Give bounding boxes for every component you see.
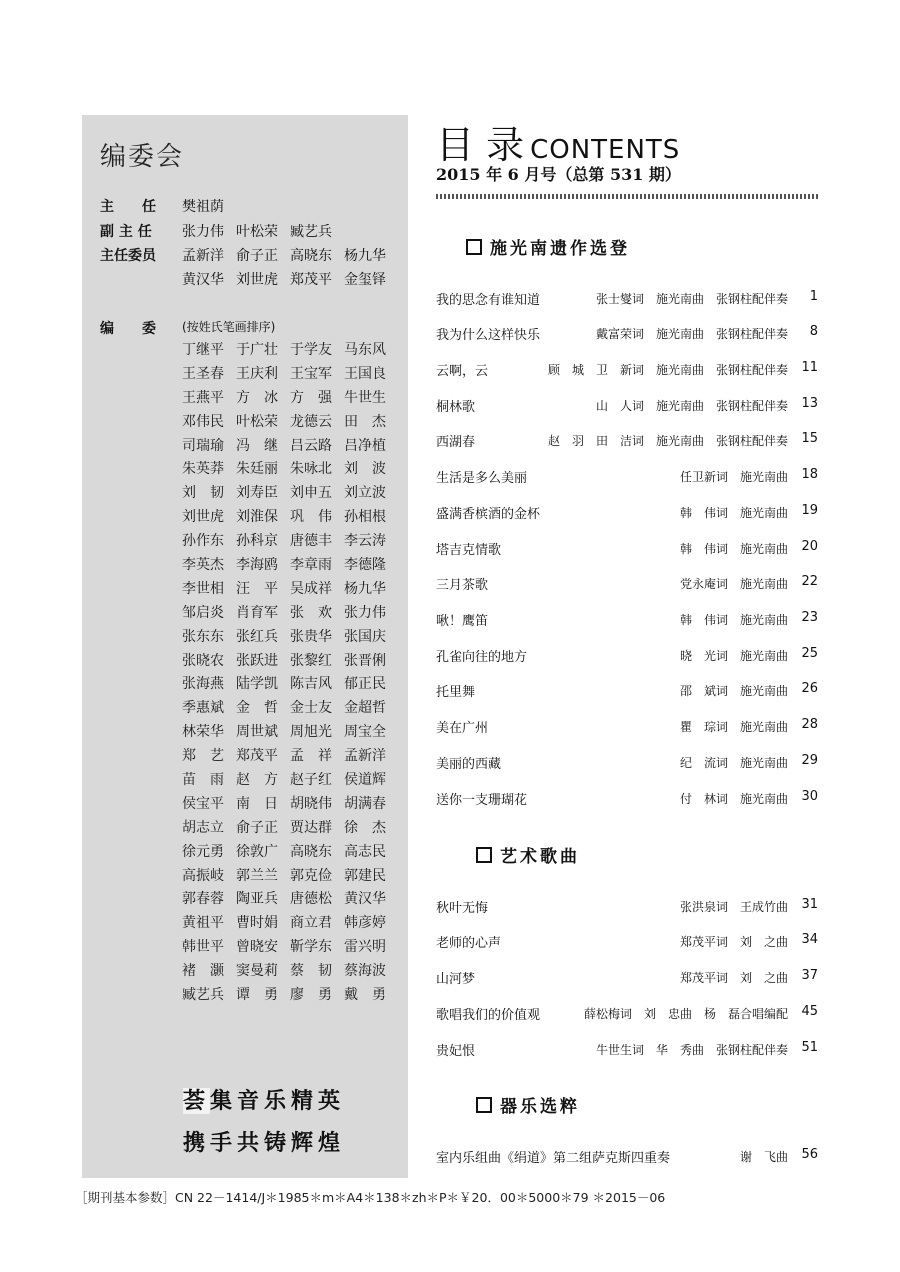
member-name: 张晓农 [182, 652, 224, 669]
member-name: 郑 艺 [182, 748, 224, 765]
entry-page: 51 [801, 1040, 818, 1055]
member-name: 张国庆 [344, 628, 386, 645]
entry-credits: 韩 伟词 施光南曲 [679, 542, 788, 556]
member-name: 刘 韧 [182, 485, 224, 502]
member-name: 张黎红 [290, 652, 332, 669]
member-name: 周宝全 [344, 724, 386, 741]
member-name: 陶亚兵 [236, 891, 278, 908]
members-label: 编 委 [100, 321, 156, 337]
member-name: 刘世虎 [182, 509, 224, 526]
square-bullet-icon [466, 239, 482, 255]
entry-page: 28 [801, 717, 818, 732]
entry-page: 45 [801, 1004, 818, 1019]
committee-name: 俞子正 [236, 248, 278, 264]
contents-title [436, 114, 680, 169]
member-name: 雷兴明 [344, 939, 386, 956]
member-row [182, 722, 406, 746]
entry-page: 8 [809, 324, 818, 339]
entry-page: 26 [801, 681, 818, 696]
chair-name: 樊祖荫 [182, 199, 224, 215]
member-name: 高晓东 [290, 843, 332, 860]
entry-credits: 瞿 琮词 施光南曲 [679, 720, 788, 734]
entry-page: 25 [801, 646, 818, 661]
member-name: 李云涛 [344, 533, 386, 550]
member-row [182, 627, 406, 651]
member-name: 方 强 [290, 389, 332, 406]
entry-title: 美丽的西藏 [436, 757, 502, 772]
member-name: 司瑞瑜 [182, 437, 224, 454]
toc-entry[interactable] [436, 1004, 820, 1026]
toc-entry[interactable] [436, 539, 820, 561]
committee-name: 高晓东 [290, 248, 332, 264]
member-name: 臧艺兵 [182, 987, 224, 1004]
member-name: 俞子正 [236, 819, 278, 836]
member-name: 郭兰兰 [236, 867, 278, 884]
vice-chair-name: 臧艺兵 [290, 224, 332, 240]
toc-entry[interactable] [436, 897, 820, 919]
entry-credits: 郑茂平词 刘 之曲 [679, 971, 788, 985]
member-name: 杨九华 [344, 580, 386, 597]
member-row [182, 436, 406, 460]
divider-rule [436, 194, 820, 199]
member-row [182, 698, 406, 722]
member-name: 褚 灏 [182, 963, 224, 980]
member-name: 胡晓伟 [290, 795, 332, 812]
member-name: 金士友 [290, 700, 332, 717]
entry-title: 山河梦 [436, 972, 476, 987]
member-row [182, 412, 406, 436]
entry-credits: 韩 伟词 施光南曲 [679, 613, 788, 627]
committee-label: 主任委员 [100, 248, 156, 264]
entry-title: 生活是多么美丽 [436, 471, 528, 486]
member-name: 孟 祥 [290, 748, 332, 765]
entry-title: 三月茶歌 [436, 578, 489, 593]
journal-parameters: ［期刊基本参数］CN 22－1414/J＊1985＊m＊A4＊138＊zh＊P＊￥20．00＊5000＊79 ＊2015－06 [75, 1190, 666, 1205]
toc-entry[interactable] [436, 396, 820, 418]
entry-page: 11 [801, 360, 818, 375]
entry-credits: 付 林词 施光南曲 [679, 792, 788, 806]
member-name: 王燕平 [182, 389, 224, 406]
toc-entry[interactable] [436, 324, 820, 346]
member-name: 张晋俐 [344, 652, 386, 669]
toc-entry[interactable] [436, 503, 820, 525]
member-name: 黄汉华 [344, 891, 386, 908]
member-name: 高志民 [344, 843, 386, 860]
member-name: 陆学凯 [236, 676, 278, 693]
entry-title: 盛满香槟酒的金杯 [436, 507, 541, 522]
contents-title-en: CONTENTS [530, 135, 681, 165]
member-name: 田 杰 [344, 413, 386, 430]
member-name: 韩世平 [182, 939, 224, 956]
member-row [182, 746, 406, 770]
member-name: 邓伟民 [182, 413, 224, 430]
member-row [182, 340, 406, 364]
committee-name: 郑茂平 [290, 272, 332, 288]
member-name: 郁正民 [344, 676, 386, 693]
member-name: 周世斌 [236, 724, 278, 741]
member-name: 金超哲 [344, 700, 386, 717]
member-name: 李海鸥 [236, 557, 278, 574]
slogan-line-1 [183, 1084, 345, 1115]
member-row [182, 507, 406, 531]
member-name: 唐德松 [290, 891, 332, 908]
member-name: 李英杰 [182, 557, 224, 574]
entry-credits: 党永庵词 施光南曲 [679, 577, 788, 591]
entry-title: 老师的心声 [436, 936, 502, 951]
member-name: 牛世生 [344, 389, 386, 406]
member-name: 曾晓安 [236, 939, 278, 956]
member-name: 刘 波 [344, 461, 386, 478]
member-row [182, 483, 406, 507]
entry-credits: 戴富荣词 施光南曲 张钢柱配伴奏 [595, 327, 788, 341]
committee-names-row1 [182, 245, 398, 265]
entry-credits: 任卫新词 施光南曲 [679, 470, 788, 484]
member-row [182, 889, 406, 913]
member-name: 徐元勇 [182, 843, 224, 860]
member-name: 曹时娟 [236, 915, 278, 932]
entry-credits: 郑茂平词 刘 之曲 [679, 935, 788, 949]
entry-title: 桐林歌 [436, 400, 476, 415]
section-title: 器乐选粹 [500, 1097, 580, 1117]
member-name: 张红兵 [236, 628, 278, 645]
entry-page: 19 [801, 503, 818, 518]
entry-credits: 韩 伟词 施光南曲 [679, 506, 788, 520]
entry-title: 送你一支珊瑚花 [436, 793, 528, 808]
entry-credits: 谢 飞曲 [739, 1150, 788, 1164]
member-name: 郭建民 [344, 867, 386, 884]
entry-title: 托里舞 [436, 685, 476, 700]
member-name: 黄祖平 [182, 915, 224, 932]
member-name: 徐敦广 [236, 843, 278, 860]
chair-names [182, 196, 236, 216]
member-name: 陈吉风 [290, 676, 332, 693]
vice-chair-label: 副 主 任 [100, 224, 152, 240]
member-row [182, 866, 406, 890]
entry-page: 23 [801, 610, 818, 625]
member-name: 窦曼莉 [236, 963, 278, 980]
entry-page: 30 [801, 789, 818, 804]
entry-title: 西湖春 [436, 435, 476, 450]
member-name: 冯 继 [236, 437, 278, 454]
member-name: 汪 平 [236, 580, 278, 597]
member-name: 孙科京 [236, 533, 278, 550]
member-name: 蔡 韧 [290, 963, 332, 980]
member-row [182, 985, 406, 1009]
member-name: 刘寿臣 [236, 485, 278, 502]
member-row [182, 555, 406, 579]
member-name: 靳学东 [290, 939, 332, 956]
contents-title-cn: 目 录 [436, 123, 525, 167]
member-name: 贾达群 [290, 819, 332, 836]
committee-name: 金玺铎 [344, 272, 386, 288]
section-title: 施光南遗作选登 [490, 239, 630, 259]
section-heading [466, 234, 630, 259]
member-name: 郭克俭 [290, 867, 332, 884]
member-name: 郑茂平 [236, 748, 278, 765]
member-name: 林荣华 [182, 724, 224, 741]
entry-page: 34 [801, 932, 818, 947]
member-name: 方 冰 [236, 389, 278, 406]
entry-credits: 山 人词 施光南曲 张钢柱配伴奏 [595, 399, 788, 413]
entry-title: 美在广州 [436, 721, 489, 736]
member-name: 王国良 [344, 365, 386, 382]
entry-credits: 邵 斌词 施光南曲 [679, 684, 788, 698]
member-name: 王庆利 [236, 365, 278, 382]
entry-page: 18 [801, 467, 818, 482]
member-row [182, 364, 406, 388]
issue-line: 2015 年 6 月号（总第 531 期） [436, 165, 681, 184]
member-name: 于学友 [290, 342, 332, 358]
member-name: 刘立波 [344, 485, 386, 502]
member-row [182, 842, 406, 866]
member-name: 吴成祥 [290, 580, 332, 597]
vice-chair-name: 叶松荣 [236, 224, 278, 240]
member-name: 于广壮 [236, 342, 278, 358]
entry-title: 室内乐组曲《绢道》第二组萨克斯四重奏 [436, 1151, 671, 1166]
entry-title: 云啊，云 [436, 364, 489, 379]
member-name: 张力伟 [344, 604, 386, 621]
member-name: 胡满春 [344, 795, 386, 812]
toc-entry[interactable] [436, 646, 820, 668]
member-name: 商立君 [290, 915, 332, 932]
member-name: 刘淮保 [236, 509, 278, 526]
member-name: 胡志立 [182, 819, 224, 836]
toc-entry[interactable] [436, 789, 820, 811]
member-name: 叶松荣 [236, 413, 278, 430]
member-name: 刘申五 [290, 485, 332, 502]
slogan-highlight: 荟 [183, 1088, 211, 1114]
member-name: 肖育军 [236, 604, 278, 621]
member-name: 吕净植 [344, 437, 386, 454]
entry-credits: 顾 城 卫 新词 施光南曲 张钢柱配伴奏 [547, 363, 788, 377]
square-bullet-icon [476, 1097, 492, 1113]
entry-credits: 纪 流词 施光南曲 [679, 756, 788, 770]
member-row [182, 603, 406, 627]
member-name: 苗 雨 [182, 772, 224, 789]
member-name: 李世相 [182, 580, 224, 597]
entry-credits: 张洪泉词 王成竹曲 [679, 900, 788, 914]
toc-entry[interactable] [436, 467, 820, 489]
member-row [182, 674, 406, 698]
entry-title: 啾！鹰笛 [436, 614, 489, 629]
entry-page: 31 [801, 897, 818, 912]
member-name: 孙作东 [182, 533, 224, 550]
member-name: 廖 勇 [290, 987, 332, 1004]
toc-entry[interactable] [436, 717, 820, 739]
member-name: 邹启炎 [182, 604, 224, 621]
entry-credits: 晓 光词 施光南曲 [679, 649, 788, 663]
committee-name: 孟新洋 [182, 248, 224, 264]
entry-credits: 牛世生词 华 秀曲 张钢柱配伴奏 [595, 1043, 788, 1057]
member-name: 季惠斌 [182, 700, 224, 717]
slogan-line-2: 携手共铸辉煌 [183, 1130, 346, 1156]
entry-page: 15 [801, 431, 818, 446]
member-row [182, 459, 406, 483]
member-name: 朱廷丽 [236, 461, 278, 478]
toc-entry[interactable] [436, 932, 820, 954]
editorial-board-title: 编委会 [100, 142, 185, 172]
member-name: 蔡海波 [344, 963, 386, 980]
entry-title: 秋叶无悔 [436, 901, 489, 916]
member-name: 张贵华 [290, 628, 332, 645]
member-name: 赵 方 [236, 772, 278, 789]
member-name: 巩 伟 [290, 509, 332, 526]
entry-page: 37 [801, 968, 818, 983]
member-name: 郭春蓉 [182, 891, 224, 908]
entry-credits: 赵 羽 田 洁词 施光南曲 张钢柱配伴奏 [547, 434, 788, 448]
slogan-line-1-rest: 集音乐精英 [210, 1088, 346, 1114]
chair-label: 主 任 [100, 199, 156, 215]
member-name: 高振岐 [182, 867, 224, 884]
member-name: 孟新洋 [344, 748, 386, 765]
entry-title: 贵妃恨 [436, 1044, 476, 1059]
toc-entry[interactable] [436, 968, 820, 990]
member-row [182, 531, 406, 555]
entry-title: 我为什么这样快乐 [436, 328, 541, 343]
entry-title: 孔雀向往的地方 [436, 650, 528, 665]
member-name: 李德隆 [344, 557, 386, 574]
section-heading [476, 1092, 580, 1117]
toc-entry[interactable] [436, 681, 820, 703]
toc-entry[interactable] [436, 610, 820, 632]
member-name: 侯宝平 [182, 795, 224, 812]
toc-entry[interactable] [436, 431, 820, 453]
section-title: 艺术歌曲 [500, 847, 580, 867]
member-row [182, 913, 406, 937]
toc-entry[interactable] [436, 753, 820, 775]
member-row [182, 579, 406, 603]
entry-page: 13 [801, 396, 818, 411]
entry-page: 56 [801, 1147, 818, 1162]
members-list [182, 340, 406, 1009]
member-row [182, 818, 406, 842]
member-name: 侯道辉 [344, 772, 386, 789]
entry-title: 我的思念有谁知道 [436, 293, 541, 308]
member-name: 张 欢 [290, 604, 332, 621]
member-name: 吕云路 [290, 437, 332, 454]
member-row [182, 388, 406, 412]
entry-credits: 薛松梅词 刘 忠曲 杨 磊合唱编配 [583, 1007, 788, 1021]
member-name: 周旭光 [290, 724, 332, 741]
toc-entry[interactable] [436, 574, 820, 596]
toc-entry[interactable] [436, 1040, 820, 1062]
entry-page: 1 [809, 289, 818, 304]
member-name: 韩彦婷 [344, 915, 386, 932]
member-row [182, 937, 406, 961]
member-row [182, 651, 406, 675]
member-name: 孙相根 [344, 509, 386, 526]
member-row [182, 794, 406, 818]
committee-name: 黄汉华 [182, 272, 224, 288]
committee-name: 杨九华 [344, 248, 386, 264]
member-name: 赵子红 [290, 772, 332, 789]
sort-note: (按姓氏笔画排序) [182, 320, 276, 334]
entry-title: 塔吉克情歌 [436, 543, 502, 558]
committee-names-row2 [182, 269, 398, 289]
square-bullet-icon [476, 847, 492, 863]
entry-title: 歌唱我们的价值观 [436, 1008, 541, 1023]
entry-page: 20 [801, 539, 818, 554]
member-name: 张海燕 [182, 676, 224, 693]
committee-name: 刘世虎 [236, 272, 278, 288]
entry-page: 22 [801, 574, 818, 589]
member-name: 王圣春 [182, 365, 224, 382]
entry-page: 29 [801, 753, 818, 768]
member-name: 张跃进 [236, 652, 278, 669]
member-name: 金 哲 [236, 700, 278, 717]
vice-chair-names [182, 221, 344, 241]
toc-entry[interactable] [436, 360, 820, 382]
vice-chair-name: 张力伟 [182, 224, 224, 240]
member-row [182, 770, 406, 794]
member-name: 谭 勇 [236, 987, 278, 1004]
entry-credits: 张士燮词 施光南曲 张钢柱配伴奏 [595, 292, 788, 306]
member-name: 马东风 [344, 342, 386, 358]
member-name: 戴 勇 [344, 987, 386, 1004]
member-name: 朱咏北 [290, 461, 332, 478]
member-name: 南 日 [236, 795, 278, 812]
toc-entry[interactable] [436, 1147, 820, 1169]
member-name: 龙德云 [290, 413, 332, 430]
member-name: 王宝军 [290, 365, 332, 382]
member-name: 李章雨 [290, 557, 332, 574]
member-name: 徐 杰 [344, 819, 386, 836]
member-name: 丁继平 [182, 342, 224, 358]
member-row [182, 961, 406, 985]
section-heading [476, 842, 580, 867]
toc-entry[interactable] [436, 289, 820, 311]
member-name: 张东东 [182, 628, 224, 645]
member-name: 朱英莽 [182, 461, 224, 478]
member-name: 唐德丰 [290, 533, 332, 550]
